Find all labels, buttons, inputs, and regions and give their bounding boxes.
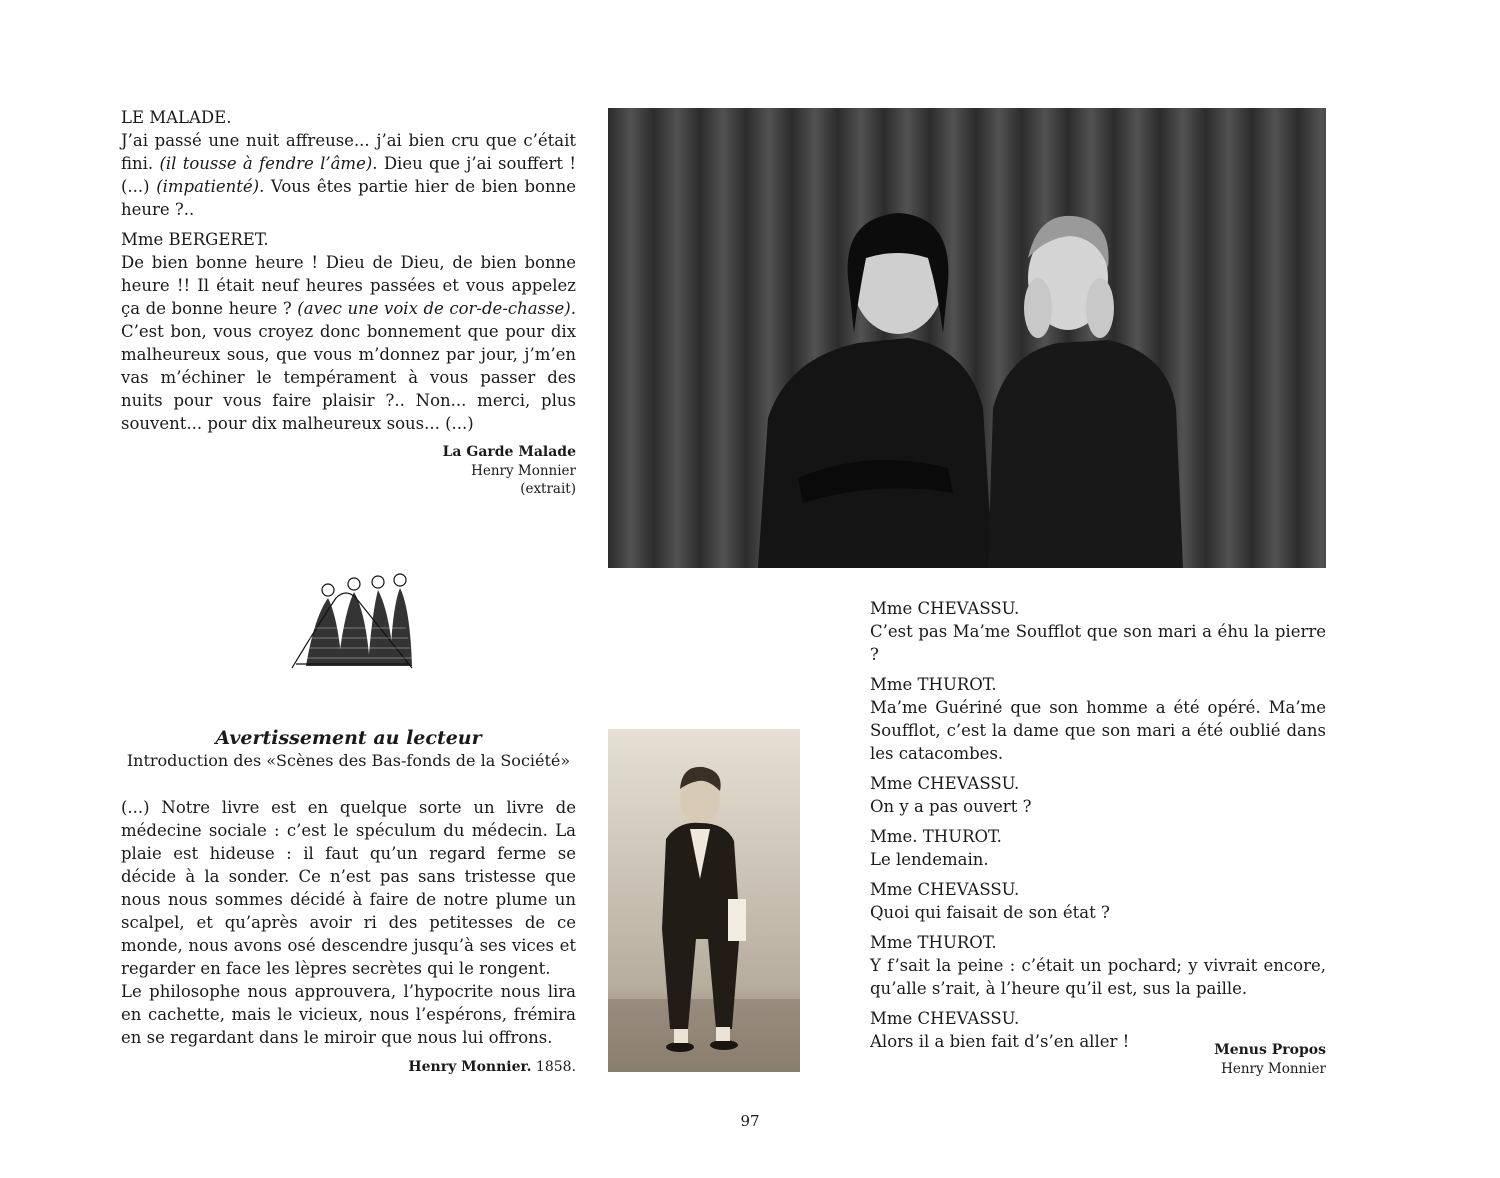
speaker-le-malade: LE MALADE. [121, 108, 232, 127]
reply-le-malade: J’ai passé une nuit affreuse... j’ai bien cru que c’était fini. (il tousse à fendre l’âme). Dieu que j’ai souffert ! (...) (impatienté). Vous êtes partie hier de bien bonne heure ?.. [121, 131, 576, 219]
engraving-drawing [286, 568, 418, 676]
portrait-photo [608, 729, 800, 1072]
source-menus-propos [1050, 1041, 1326, 1078]
dialogue-text: Y f’sait la peine : c’était un pochard; y vivrait encore, qu’alle s’rait, à l’heure qu’il est, sus la paille. [870, 956, 1326, 998]
stage-photo [608, 108, 1326, 568]
stage-photo-drawing [608, 108, 1326, 568]
avertissement-para2: Le philosophe nous approuvera, l’hypocrite nous lira en cachette, mais le vicieux, nous l’espérons, frémira en se regardant dans le miroir que nous lui offrons. [121, 982, 576, 1047]
dialogue-text: Ma’me Guériné que son homme a été opéré. Ma’me Soufflot, c’est la dame que son mari a été oublié dans les catacombes. [870, 698, 1326, 763]
engraving-illustration [286, 568, 418, 676]
avertissement-para1: (...) Notre livre est en quelque sorte un livre de médecine sociale : c’est le spéculum du médecin. La plaie est hideuse : il faut qu’un regard ferme se décide à la sonder. Ce n’est pas sans tristesse que nous nous sommes décidé à faire de notre plume un scalpel, et qu’après avoir ri des petitesses de ce monde, nous avons osé descendre jusqu’à ses vices et regarder en face les lèpres secrètes qui le rongent. [121, 798, 576, 978]
dialogue-speaker: Mme CHEVASSU. [870, 774, 1020, 793]
dialogue-speaker: Mme CHEVASSU. [870, 1009, 1020, 1028]
avertissement-body [121, 796, 576, 1049]
dialogue-speaker: Mme. THUROT. [870, 827, 1002, 846]
signature-name: Henry Monnier. [408, 1059, 532, 1075]
reply-bergeret: De bien bonne heure ! Dieu de Dieu, de bien bonne heure !! Il était neuf heures passées et vous appelez ça de bonne heure ? (avec une voix de cor-de-chasse). C’est bon, vous croyez donc bonnement que pour dix malheureux sous, que vous m’donnez par jour, j’m’en vas m’échiner le tempérament à vous passer des nuits pour vous faire plaisir ?.. Non... merci, plus souvent... pour dix malheureux sous... (...) [121, 253, 576, 433]
dialogue-speaker: Mme CHEVASSU. [870, 599, 1020, 618]
speaker-bergeret: Mme BERGERET. [121, 230, 269, 249]
dialogue-text: Quoi qui faisait de son état ? [870, 903, 1110, 922]
avertissement-title: Avertissement au lecteur [215, 727, 482, 749]
portrait-drawing [608, 729, 800, 1072]
dialogue-text: Alors il a bien fait d’s’en aller ! [870, 1032, 1130, 1051]
dialogue-text: C’est pas Ma’me Soufflot que son mari a éhu la pierre ? [870, 622, 1326, 664]
signature-year: 1858. [531, 1059, 576, 1075]
page-number: 97 [740, 1112, 760, 1130]
avertissement-heading [121, 726, 576, 772]
source-author: Henry Monnier [471, 463, 576, 479]
avertissement-signature [300, 1058, 576, 1077]
dialogue-text: On y a pas ouvert ? [870, 797, 1032, 816]
source-title: La Garde Malade [442, 444, 576, 460]
source-note: (extrait) [520, 481, 576, 497]
dialogue-speaker: Mme CHEVASSU. [870, 880, 1020, 899]
menus-propos-title: Menus Propos [1214, 1042, 1326, 1058]
avertissement-subtitle: Introduction des «Scènes des Bas-fonds de la Société» [126, 751, 571, 770]
dialogue-speaker: Mme THUROT. [870, 675, 997, 694]
menus-propos-author: Henry Monnier [1221, 1061, 1326, 1077]
extract-garde-malade [121, 106, 576, 435]
dialogue-speaker: Mme THUROT. [870, 933, 997, 952]
source-garde-malade [300, 443, 576, 498]
dialogue-menus-propos [870, 597, 1326, 1053]
dialogue-text: Le lendemain. [870, 850, 989, 869]
